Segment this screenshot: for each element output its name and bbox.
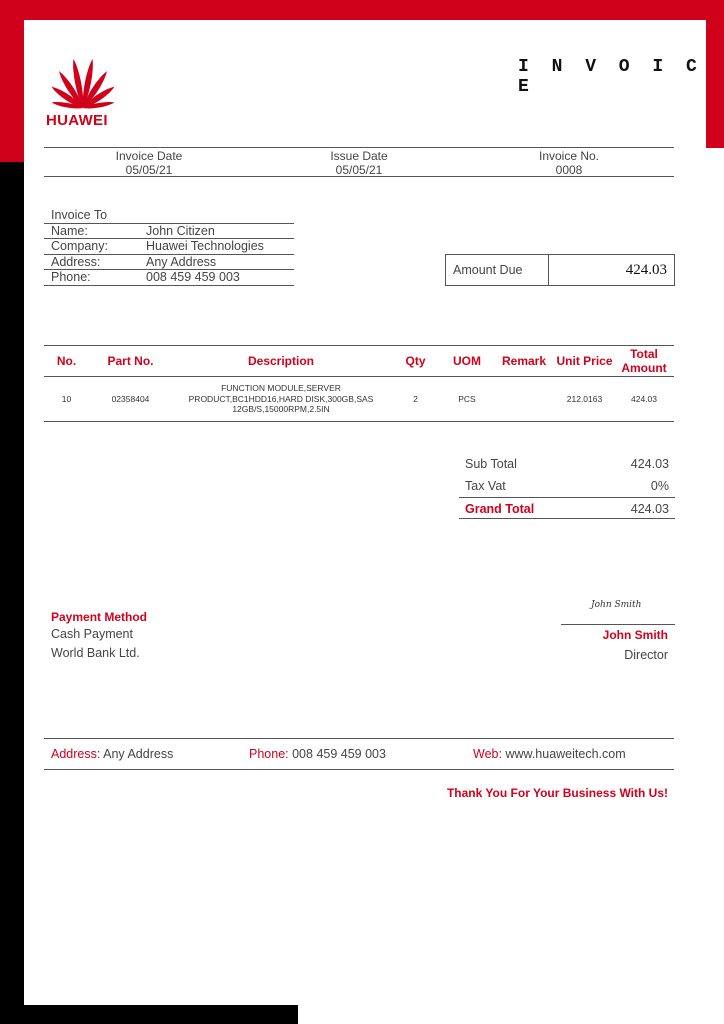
meta-value: 05/05/21 — [335, 163, 383, 177]
signatory-role: Director — [624, 648, 668, 662]
bill-row-phone — [44, 270, 294, 286]
col-header-unit-price: Unit Price — [555, 346, 614, 377]
left-accent-bar — [0, 0, 24, 162]
bill-to-heading-row — [44, 208, 294, 224]
payment-method-title: Payment Method — [51, 610, 148, 624]
footer-web-label: Web: — [473, 747, 502, 761]
sub-total-value: 424.03 — [630, 457, 669, 471]
signatory-name: John Smith — [602, 628, 668, 642]
bill-row-name — [44, 224, 294, 240]
footer-phone-value: 008 459 459 003 — [292, 747, 386, 761]
tax-row — [459, 475, 675, 497]
table-header-row — [44, 346, 674, 377]
left-dark-bar — [0, 162, 24, 1024]
signature-line — [561, 624, 675, 625]
col-header-remark: Remark — [493, 346, 555, 377]
payment-method-value: Cash Payment — [51, 627, 133, 641]
grand-total-label: Grand Total — [465, 502, 535, 516]
bill-value: John Citizen — [146, 223, 215, 238]
bill-label: Name: — [51, 223, 88, 238]
meta-label: Invoice No. — [538, 149, 600, 163]
col-header-total-amount: Total Amount — [614, 346, 674, 377]
bill-label: Phone: — [51, 270, 91, 284]
cell-no: 10 — [44, 377, 89, 422]
bill-label: Address: — [51, 254, 101, 269]
cell-description: FUNCTION MODULE,SERVER PRODUCT,BC1HDD16,HARD DISK,300GB,SAS 12GB/S,15000RPM,2.5IN — [172, 377, 390, 422]
col-header-no: No. — [44, 346, 89, 377]
line-items-table — [44, 345, 674, 422]
cell-total-amount: 424.03 — [614, 377, 674, 422]
invoice-date — [44, 148, 254, 176]
sub-total-row — [459, 453, 675, 475]
meta-value: 0008 — [555, 163, 583, 177]
bill-to-heading: Invoice To — [51, 208, 108, 222]
invoice-meta — [44, 147, 674, 177]
bottom-dark-bar — [0, 1005, 298, 1024]
tax-label: Tax Vat — [465, 479, 506, 493]
cell-uom: PCS — [441, 377, 493, 422]
grand-total-value: 424.03 — [630, 502, 669, 516]
huawei-petal-logo-icon — [48, 56, 118, 110]
brand-name: HUAWEI — [46, 112, 108, 129]
bill-value: Any Address — [146, 254, 217, 269]
bill-value: 008 459 459 003 — [146, 270, 240, 284]
bill-to-section — [44, 208, 294, 286]
cell-qty: 2 — [390, 377, 441, 422]
totals-section — [459, 453, 675, 519]
footer-web-value: www.huaweitech.com — [505, 747, 626, 761]
meta-value: 05/05/21 — [125, 163, 173, 177]
footer-contact — [44, 738, 674, 770]
issue-date — [254, 148, 464, 176]
col-header-part-no: Part No. — [89, 346, 172, 377]
bill-row-address — [44, 255, 294, 271]
footer-address-value: Any Address — [103, 747, 174, 761]
thank-you-note: Thank You For Your Business With Us! — [446, 786, 668, 800]
amount-due-label: Amount Due — [446, 255, 549, 285]
tax-value: 0% — [650, 479, 669, 493]
footer-phone — [249, 747, 386, 761]
top-accent-bar — [0, 0, 724, 20]
bill-value: Huawei Technologies — [146, 239, 264, 253]
amount-due-value: 424.03 — [625, 262, 667, 278]
footer-address — [51, 747, 173, 761]
invoice-title: I N V O I C E — [518, 57, 703, 97]
payment-section — [51, 609, 147, 663]
payment-bank: World Bank Ltd. — [51, 646, 140, 660]
table-row — [44, 377, 674, 422]
grand-total-row — [459, 497, 675, 519]
col-header-description: Description — [172, 346, 390, 377]
footer-phone-label: Phone: — [249, 747, 289, 761]
footer-address-label: Address: — [51, 747, 101, 761]
bill-row-company — [44, 239, 294, 255]
cell-part-no: 02358404 — [89, 377, 172, 422]
cell-unit-price: 212.0163 — [555, 377, 614, 422]
brand-logo — [46, 56, 120, 129]
meta-label: Invoice Date — [115, 149, 183, 163]
handwritten-signature: John Smith — [591, 600, 642, 610]
bill-label: Company: — [51, 239, 108, 253]
invoice-number — [464, 148, 674, 176]
cell-remark — [493, 377, 555, 422]
sub-total-label: Sub Total — [465, 457, 517, 471]
col-header-qty: Qty — [390, 346, 441, 377]
meta-label: Issue Date — [330, 149, 388, 163]
footer-web — [473, 747, 626, 761]
col-header-uom: UOM — [441, 346, 493, 377]
amount-due-box — [445, 254, 675, 286]
